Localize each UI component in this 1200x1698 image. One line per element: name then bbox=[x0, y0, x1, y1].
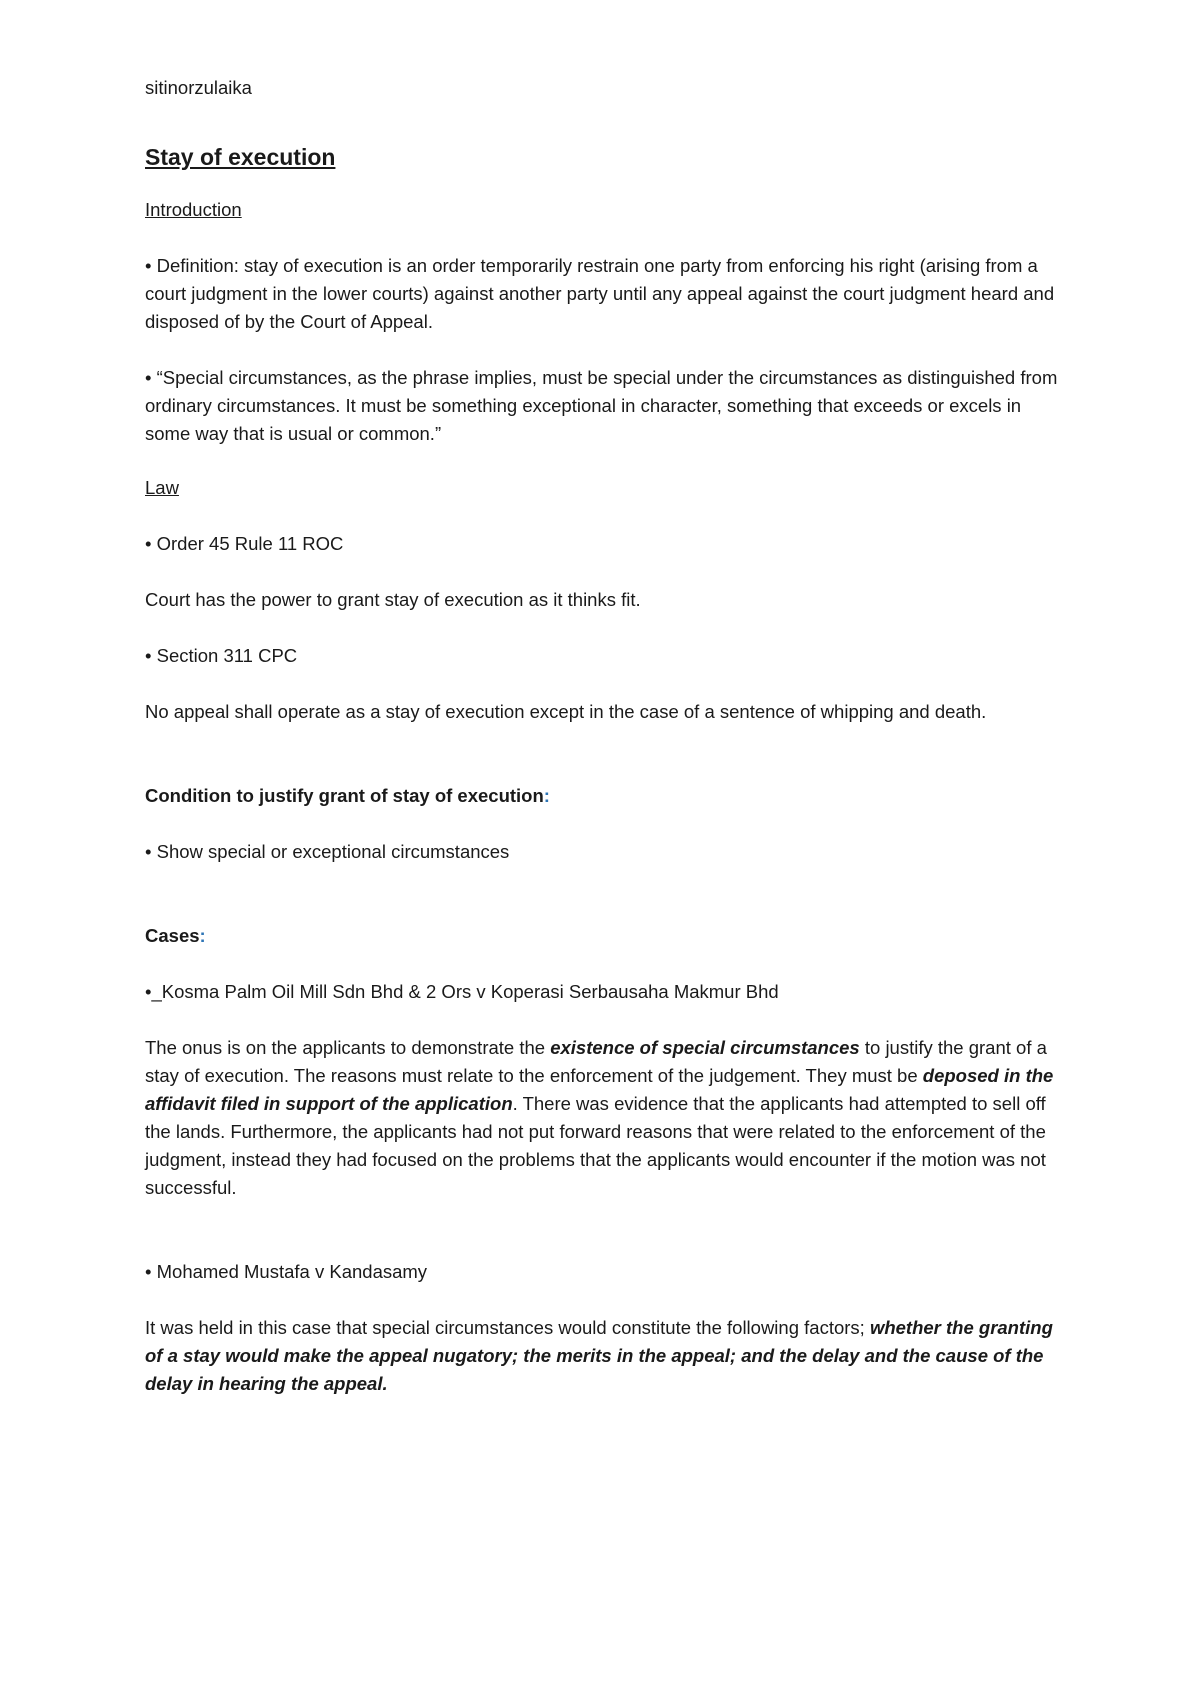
cases-heading-text: Cases bbox=[145, 925, 200, 946]
case-mustafa-bullet: • Mohamed Mustafa v Kandasamy bbox=[145, 1261, 428, 1282]
case-kosma-text-part3: . There was evidence that the applicants had attempted to sell off the lands. Furthermore, the applicants had not put forward reasons that were related to the enforcement of the judgment, instead they had focused on the problems that the applicants would encounter if the motion was not successful. bbox=[145, 1093, 1046, 1198]
order-45-bullet: • Order 45 Rule 11 ROC bbox=[145, 533, 344, 554]
case-kosma-emphasis1: existence of special circumstances bbox=[550, 1037, 860, 1058]
section-311-bullet: • Section 311 CPC bbox=[145, 645, 298, 666]
document-title: Stay of execution bbox=[145, 144, 336, 170]
case-kosma-text-part1: The onus is on the applicants to demonstrate the bbox=[145, 1037, 551, 1058]
introduction-heading: Introduction bbox=[145, 199, 242, 220]
condition-heading-colon: : bbox=[543, 785, 550, 806]
definition-bullet: • Definition: stay of execution is an order temporarily restrain one party from enforcing his right (arising from a court judgment in the lower courts) against another party until any appeal against the court judgment heard and disposed of by the Court of Appeal. bbox=[145, 255, 1055, 332]
section-311-text: No appeal shall operate as a stay of execution except in the case of a sentence of whipping and death. bbox=[145, 701, 987, 722]
case-mustafa-emphasis: whether the granting of a stay would make the appeal nugatory; the merits in the appeal; and the delay and the cause of the delay in hearing the appeal. bbox=[145, 1317, 1053, 1394]
author-name: sitinorzulaika bbox=[145, 77, 252, 98]
case-mustafa-text bbox=[145, 1314, 1065, 1398]
law-heading: Law bbox=[145, 477, 179, 498]
case-kosma-emphasis2: deposed in the affidavit filed in support of the application bbox=[145, 1065, 1054, 1114]
condition-heading bbox=[145, 782, 1065, 810]
special-circumstances-bullet: • “Special circumstances, as the phrase implies, must be special under the circumstances as distinguished from ordinary circumstances. It must be something exceptional in character, something that exceeds or excels in some way that is usual or common.” bbox=[145, 367, 1058, 444]
order-45-text: Court has the power to grant stay of execution as it thinks fit. bbox=[145, 589, 641, 610]
cases-heading bbox=[145, 922, 1065, 950]
condition-heading-text: Condition to justify grant of stay of execution bbox=[145, 785, 544, 806]
condition-bullet: • Show special or exceptional circumstances bbox=[145, 841, 510, 862]
case-kosma-bullet: •_Kosma Palm Oil Mill Sdn Bhd & 2 Ors v Koperasi Serbausaha Makmur Bhd bbox=[145, 981, 779, 1002]
case-kosma-text bbox=[145, 1034, 1065, 1202]
document-content bbox=[145, 74, 1065, 1426]
case-kosma-text-part2: to justify the grant of a stay of execution. The reasons must relate to the enforcement of the judgement. They must be bbox=[145, 1037, 1047, 1086]
cases-heading-colon: : bbox=[199, 925, 206, 946]
case-mustafa-text-part1: It was held in this case that special circumstances would constitute the following factors; bbox=[145, 1317, 870, 1338]
